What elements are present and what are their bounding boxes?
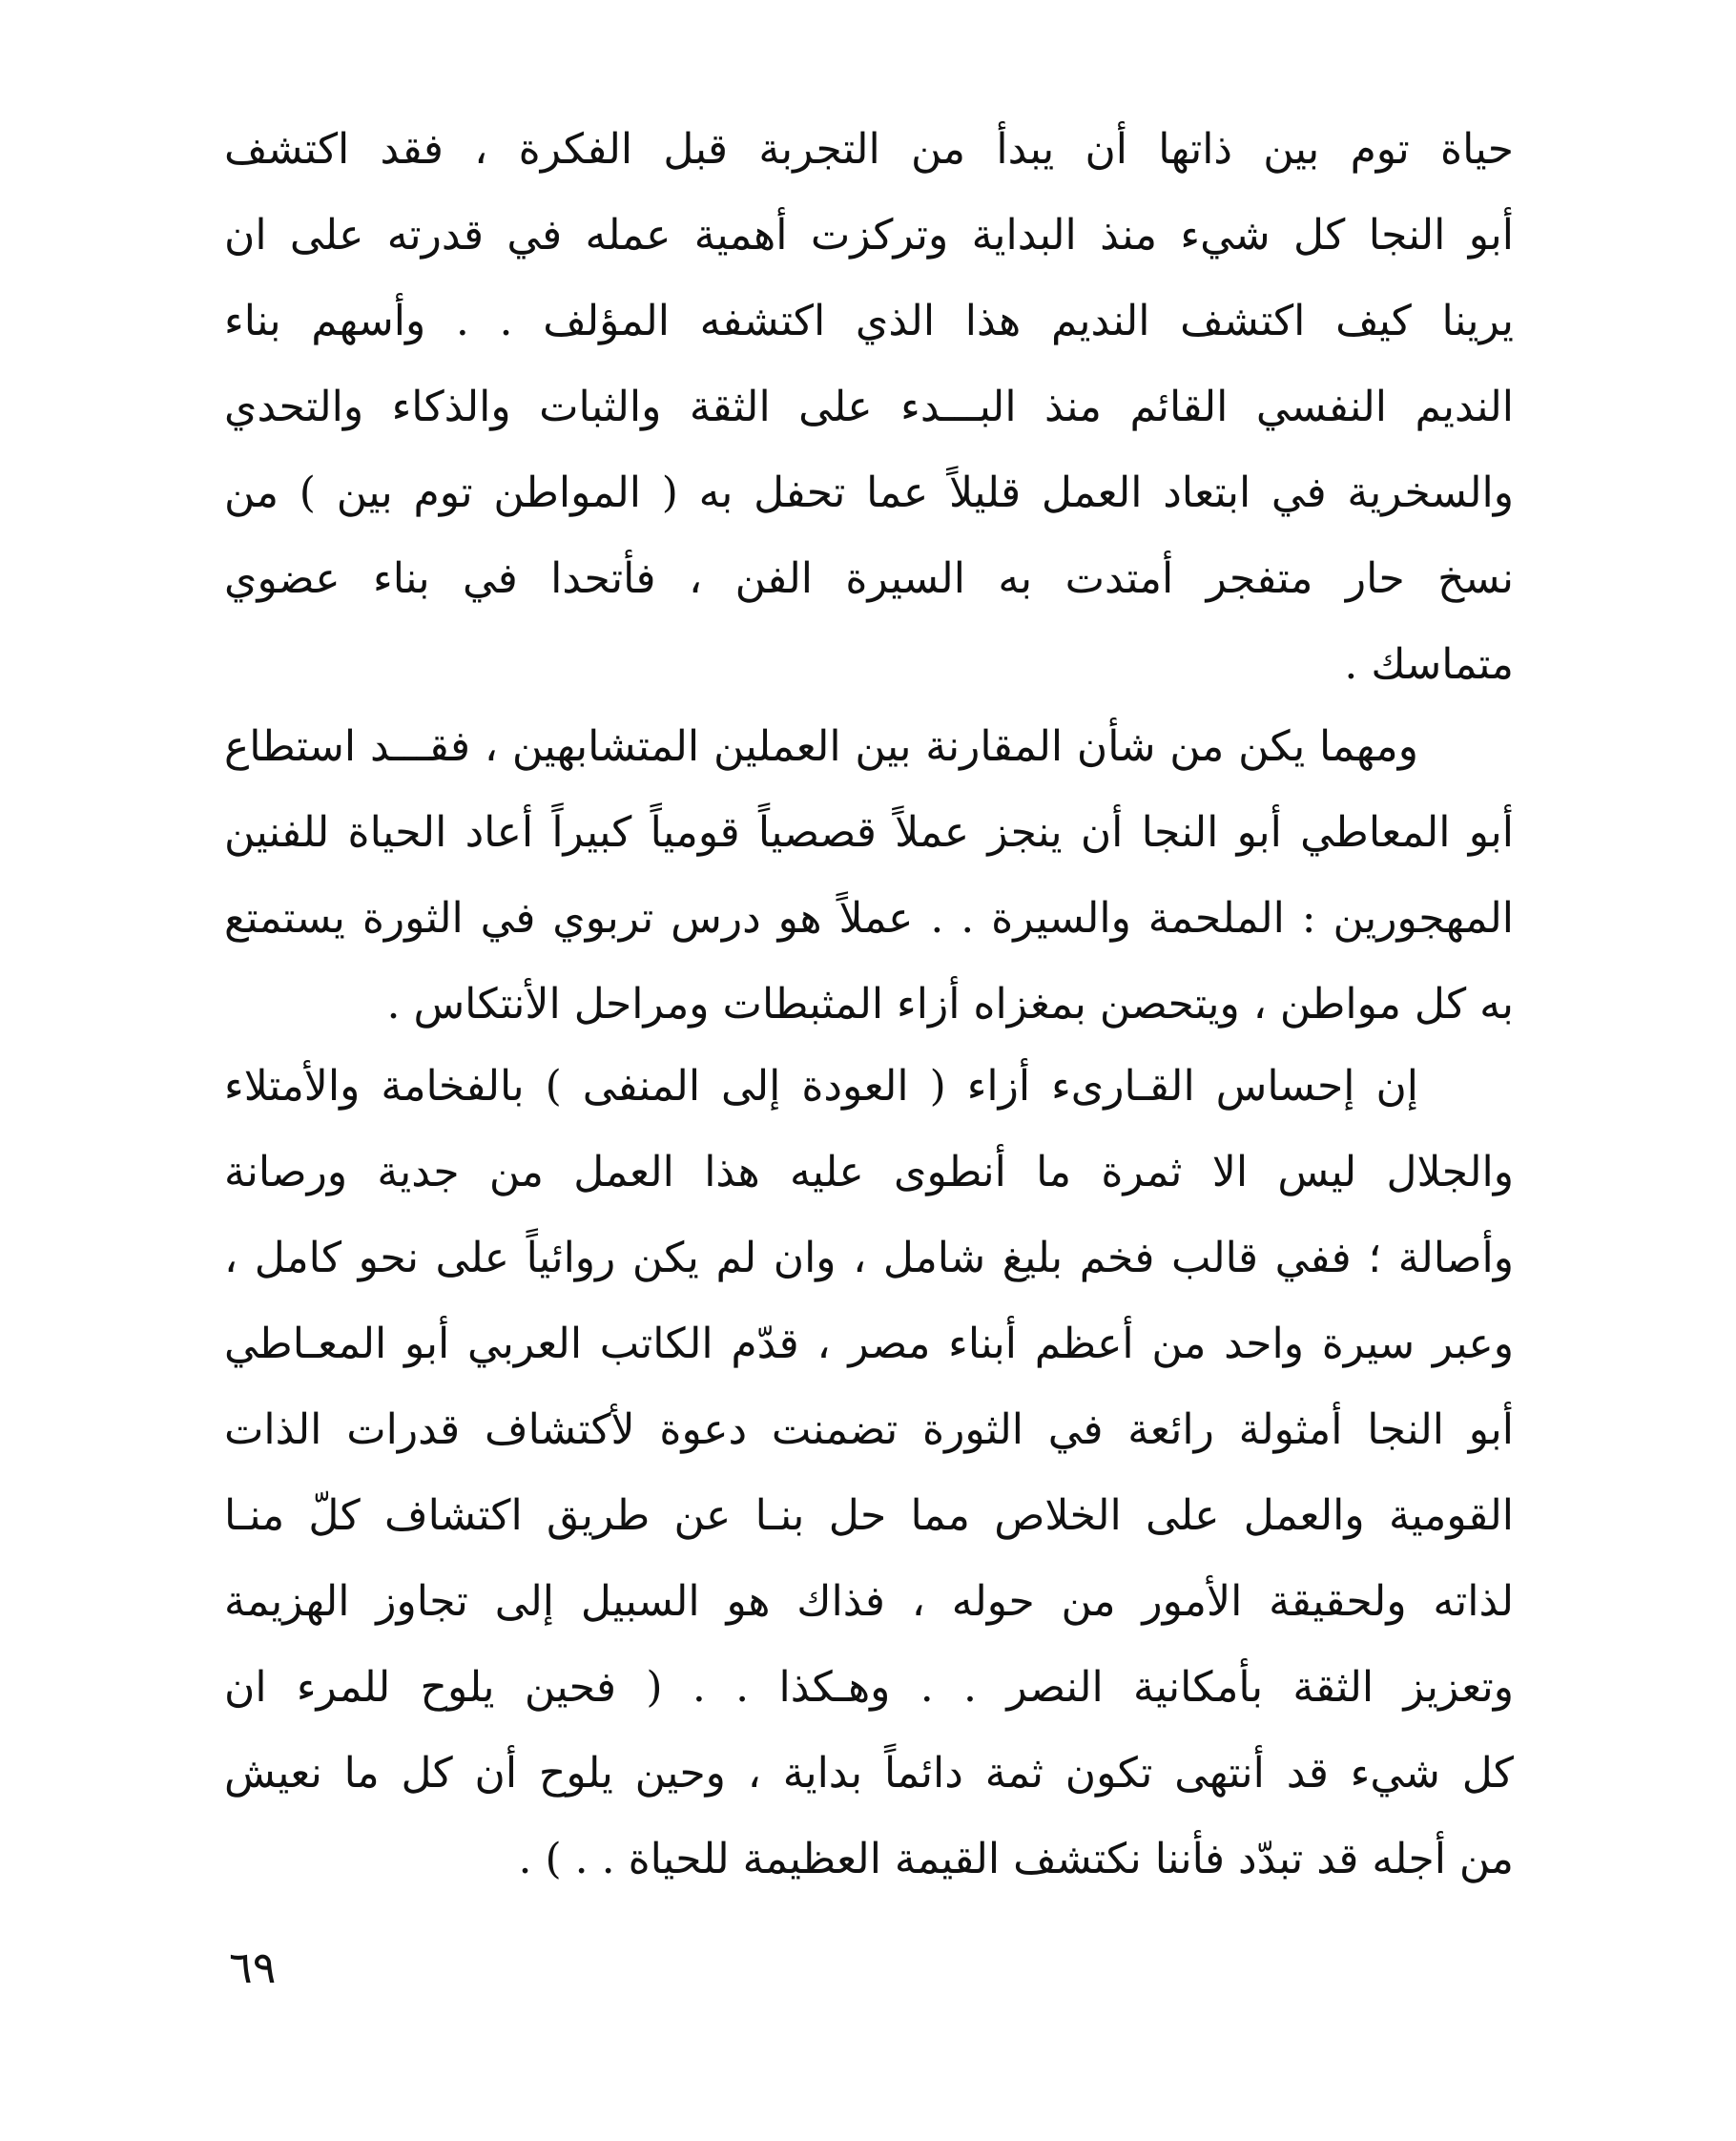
text-line: ومهما يكن من شأن المقارنة بين العملين المتشابهين ، فقـــد استطاع — [224, 722, 1418, 771]
text-line: القومية والعمل على الخلاص مما حل بنـا عن طريق اكتشاف كلّ منـا — [224, 1491, 1514, 1540]
text-line: إن إحساس القـارىء أزاء ( العودة إلى المنفى ) بالفخامة والأمتلاء — [224, 1062, 1418, 1111]
text-line: من أجله قد تبدّد فأننا نكتشف القيمة العظيمة للحياة . . ) . — [518, 1835, 1514, 1883]
text-line: المهجورين : الملحمة والسيرة . . عملاً هو درس تربوي في الثورة يستمتع — [224, 894, 1514, 943]
page-number: ٦٩ — [229, 1942, 277, 1993]
paragraph-1 — [224, 107, 1514, 708]
text-line: وتعزيز الثقة بأمكانية النصر . . وهـكذا . . ( فحين يلوح للمرء ان — [224, 1663, 1514, 1712]
text-line: وأصالة ؛ ففي قالب فخم بليغ شامل ، وان لم يكن روائياً على نحو كامل ، — [224, 1234, 1514, 1282]
text-line: والسخرية في ابتعاد العمل قليلاً عما تحفل به ( المواطن توم بين ) من — [224, 468, 1514, 517]
text-line: وعبر سيرة واحد من أعظم أبناء مصر ، قدّم الكاتب العربي أبو المعـاطي — [224, 1320, 1514, 1368]
text-line: نسخ حار متفجر أمتدت به السيرة الفن ، فأتحدا في بناء عضوي — [224, 554, 1514, 603]
text-line: لذاته ولحقيقة الأمور من حوله ، فذاك هو السبيل إلى تجاوز الهزيمة — [224, 1577, 1514, 1626]
text-line: أبو المعاطي أبو النجا أن ينجز عملاً قصصياً قومياً كبيراً أعاد الحياة للفنين — [224, 808, 1514, 857]
text-line: يرينا كيف اكتشف النديم هذا الذي اكتشفه المؤلف . . وأسهم بناء — [224, 297, 1514, 345]
text-line: كل شيء قد أنتهى تكون ثمة دائماً بداية ، وحين يلوح أن كل ما نعيش — [224, 1749, 1514, 1798]
text-line: حياة توم بين ذاتها أن يبدأ من التجربة قبل الفكرة ، فقد اكتشف — [224, 125, 1514, 174]
text-line: أبو النجا أمثولة رائعة في الثورة تضمنت دعوة لأكتشاف قدرات الذات — [224, 1405, 1514, 1454]
text-line: النديم النفسي القائم منذ البـــدء على الثقة والثبات والذكاء والتحدي — [224, 383, 1514, 431]
text-line: متماسك . — [1344, 640, 1514, 689]
text-line: أبو النجا كل شيء منذ البداية وتركزت أهمية عمله في قدرته على ان — [224, 211, 1514, 260]
paragraph-2 — [224, 704, 1514, 1048]
text-line: به كل مواطن ، ويتحصن بمغزاه أزاء المثبطات ومراحل الأنتكاس . — [386, 980, 1514, 1029]
text-line: والجلال ليس الا ثمرة ما أنطوى عليه هذا العمل من جدية ورصانة — [224, 1148, 1514, 1196]
paragraph-3 — [224, 1044, 1514, 1902]
